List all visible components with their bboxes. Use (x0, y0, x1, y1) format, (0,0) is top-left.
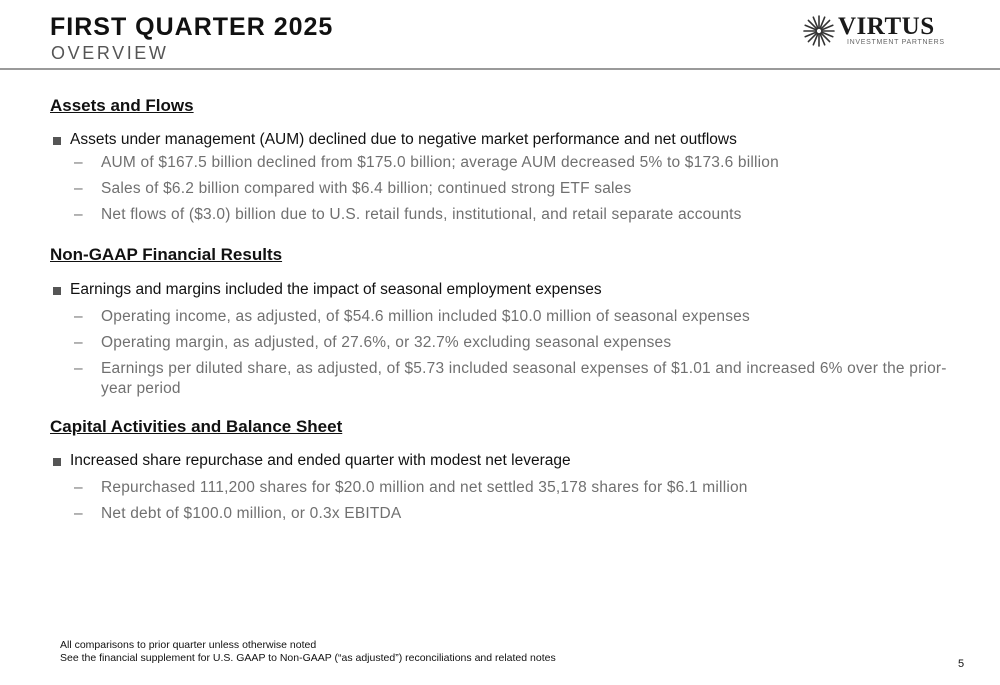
virtus-logo (802, 14, 954, 50)
sub-bullet-text: Sales of $6.2 billion compared with $6.4 billion; continued strong ETF sales (101, 180, 632, 197)
sub-bullet-item (74, 359, 954, 399)
dash-bullet-icon: – (74, 154, 83, 171)
bullet-text: Increased share repurchase and ended quarter with modest net leverage (70, 452, 571, 469)
square-bullet-icon (53, 287, 61, 295)
sub-bullet-text: Operating margin, as adjusted, of 27.6%, or 32.7% excluding seasonal expenses (101, 334, 672, 351)
header-divider (0, 68, 1000, 70)
sub-bullet-text: Net flows of ($3.0) billion due to U.S. retail funds, institutional, and retail separate accounts (101, 206, 742, 223)
dash-bullet-icon: – (74, 206, 83, 223)
footnote-line: See the financial supplement for U.S. GAAP to Non-GAAP (“as adjusted”) reconciliations and related notes (60, 652, 556, 664)
sub-bullet-item (74, 478, 954, 498)
section-heading-non-gaap-financial-results: Non-GAAP Financial Results (50, 245, 283, 264)
logo-wordmark: VIRTUS (838, 13, 935, 40)
dash-bullet-icon: – (74, 360, 83, 377)
sub-bullet-item (74, 153, 954, 173)
section-heading-assets-and-flows: Assets and Flows (50, 96, 194, 115)
square-bullet-icon (53, 458, 61, 466)
sub-bullet-item (74, 179, 954, 199)
dash-bullet-icon: – (74, 308, 83, 325)
logo-tagline: INVESTMENT PARTNERS (847, 39, 945, 46)
footnotes (60, 639, 556, 665)
bullet-text: Assets under management (AUM) declined due to negative market performance and net outflows (70, 131, 737, 148)
section-heading-capital-activities: Capital Activities and Balance Sheet (50, 417, 343, 436)
page-subtitle: OVERVIEW (51, 43, 169, 63)
sub-bullet-item (74, 205, 954, 225)
dash-bullet-icon: – (74, 334, 83, 351)
sub-bullet-text: Net debt of $100.0 million, or 0.3x EBITDA (101, 505, 402, 522)
sub-bullet-text: AUM of $167.5 billion declined from $175.0 billion; average AUM decreased 5% to $173.6 billion (101, 154, 779, 171)
page-number: 5 (958, 658, 965, 670)
sub-bullet-item (74, 333, 954, 353)
dash-bullet-icon: – (74, 479, 83, 496)
square-bullet-icon (53, 137, 61, 145)
dash-bullet-icon: – (74, 180, 83, 197)
dash-bullet-icon: – (74, 505, 83, 522)
sub-bullet-item (74, 504, 954, 524)
bullet-text: Earnings and margins included the impact of seasonal employment expenses (70, 281, 602, 298)
sub-bullet-text: Repurchased 111,200 shares for $20.0 million and net settled 35,178 shares for $6.1 million (101, 479, 748, 496)
sub-bullet-text: Earnings per diluted share, as adjusted, of $5.73 included seasonal expenses of $1.01 and increased 6% over the prior-year period (101, 360, 947, 397)
footnote-line: All comparisons to prior quarter unless otherwise noted (60, 639, 317, 651)
page-title: FIRST QUARTER 2025 (50, 13, 334, 41)
starburst-logo-icon (802, 14, 836, 48)
sub-bullet-item (74, 307, 954, 327)
sub-bullet-text: Operating income, as adjusted, of $54.6 million included $10.0 million of seasonal expenses (101, 308, 750, 325)
